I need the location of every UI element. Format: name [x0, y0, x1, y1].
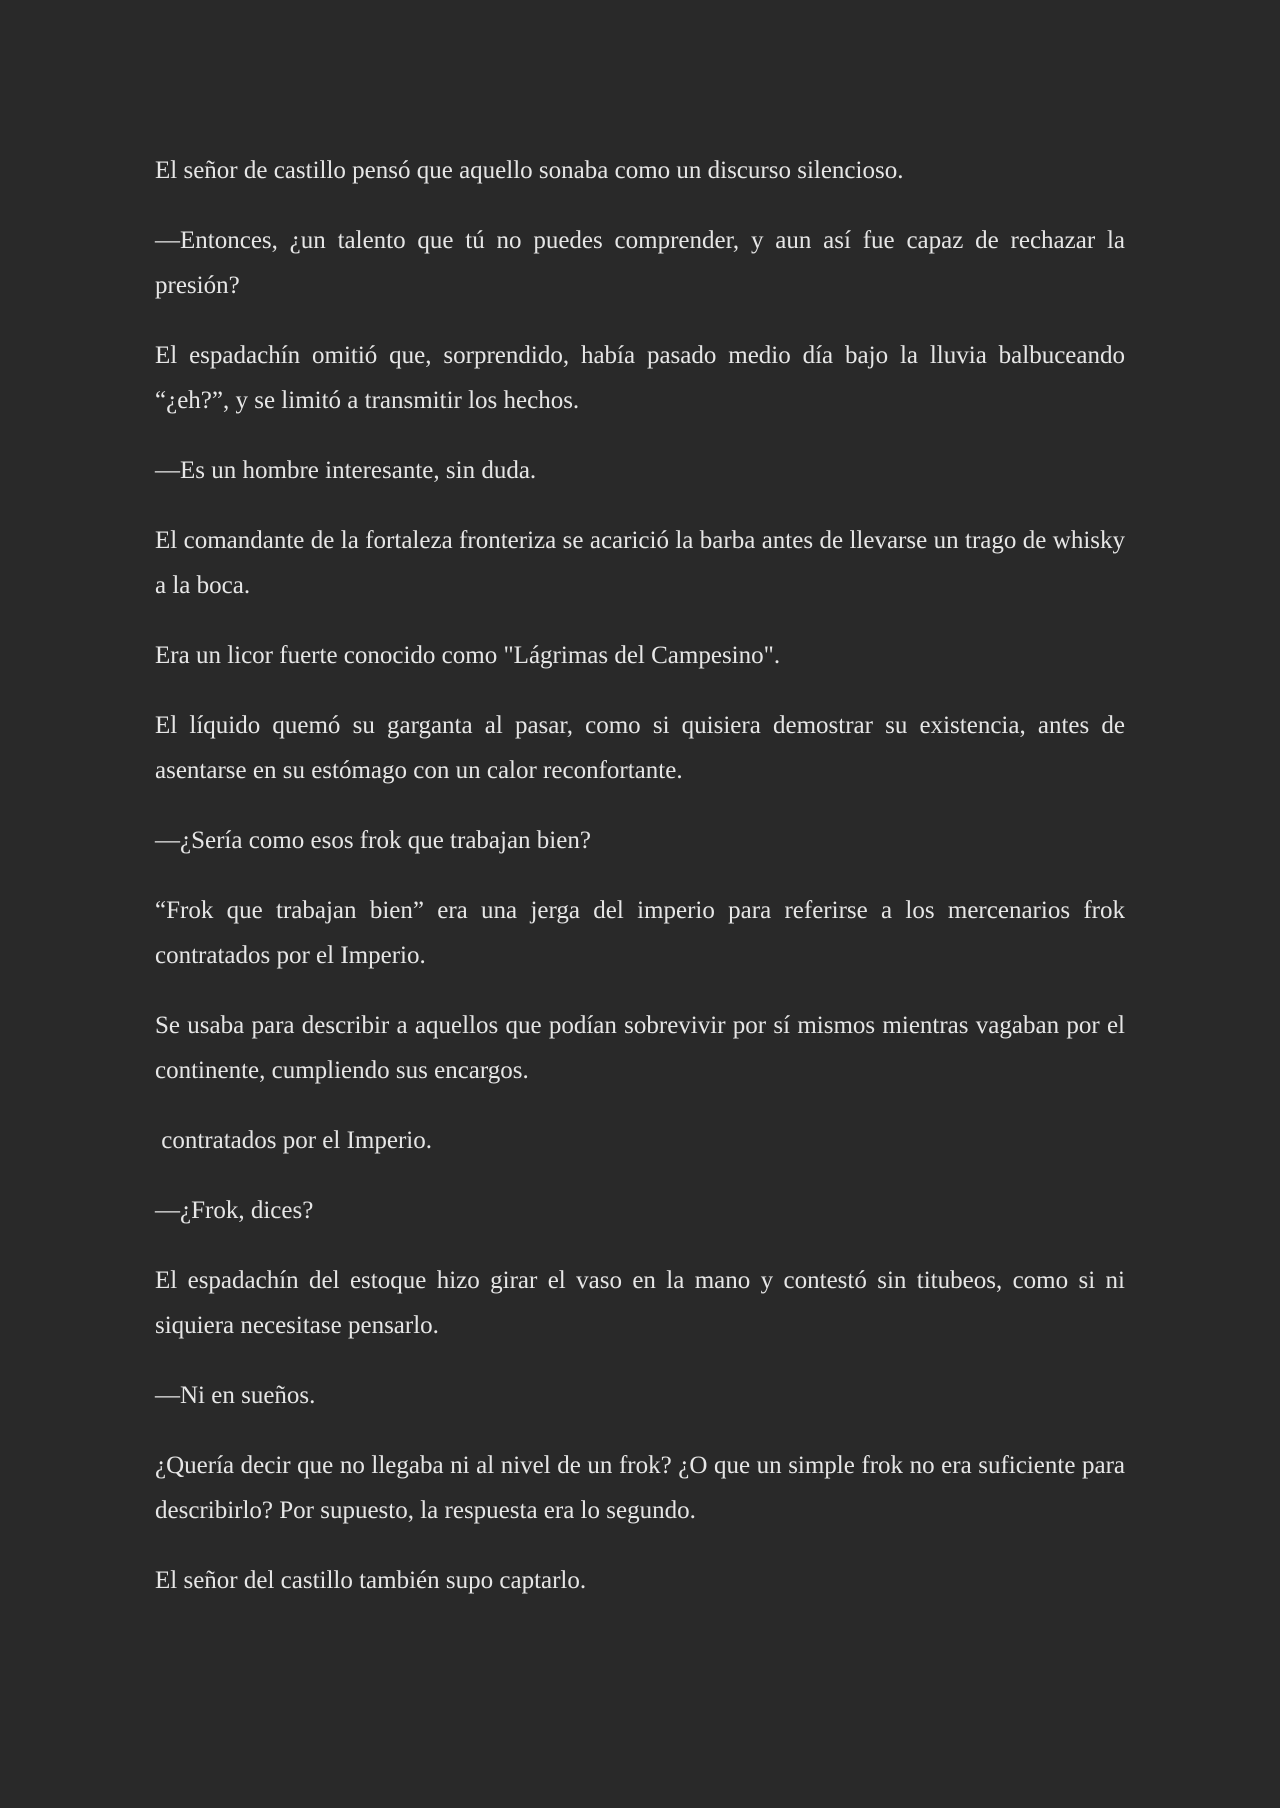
paragraph: El espadachín del estoque hizo girar el vaso en la mano y contestó sin titubeos, como si ni siquiera necesitase pensarlo. [155, 1267, 1132, 1339]
paragraph: Se usaba para describir a aquellos que podían sobrevivir por sí mismos mientras vagaban por el continente, cumpliendo sus encargos. [155, 1012, 1132, 1084]
paragraph: El señor de castillo pensó que aquello sonaba como un discurso silencioso. [155, 157, 904, 184]
paragraph: —¿Sería como esos frok que trabajan bien? [155, 827, 591, 854]
paragraph: —Entonces, ¿un talento que tú no puedes comprender, y aun así fue capaz de rechazar la presión? [155, 227, 1132, 299]
paragraph: El señor del castillo también supo captarlo. [155, 1567, 587, 1594]
paragraph: —¿Frok, dices? [155, 1197, 314, 1224]
paragraph: El comandante de la fortaleza fronteriza se acarició la barba antes de llevarse un trago de whisky a la boca. [155, 527, 1132, 599]
paragraph: —Es un hombre interesante, sin duda. [155, 457, 537, 484]
reader-text-column [155, 148, 1132, 1628]
paragraph: “Frok que trabajan bien” era una jerga del imperio para referirse a los mercenarios frok contratados por el Imperio. [155, 897, 1132, 969]
paragraph: El líquido quemó su garganta al pasar, como si quisiera demostrar su existencia, antes de asentarse en su estómago con un calor reconfortante. [155, 712, 1132, 784]
paragraph: contratados por el Imperio. [155, 1127, 432, 1154]
paragraph: Era un licor fuerte conocido como "Lágrimas del Campesino". [155, 642, 781, 669]
paragraph: El espadachín omitió que, sorprendido, había pasado medio día bajo la lluvia balbuceando “¿eh?”, y se limitó a transmitir los hechos. [155, 342, 1132, 414]
paragraph: —Ni en sueños. [155, 1382, 316, 1409]
paragraph: ¿Quería decir que no llegaba ni al nivel de un frok? ¿O que un simple frok no era suficiente para describirlo? Por supuesto, la respuesta era lo segundo. [155, 1452, 1132, 1524]
